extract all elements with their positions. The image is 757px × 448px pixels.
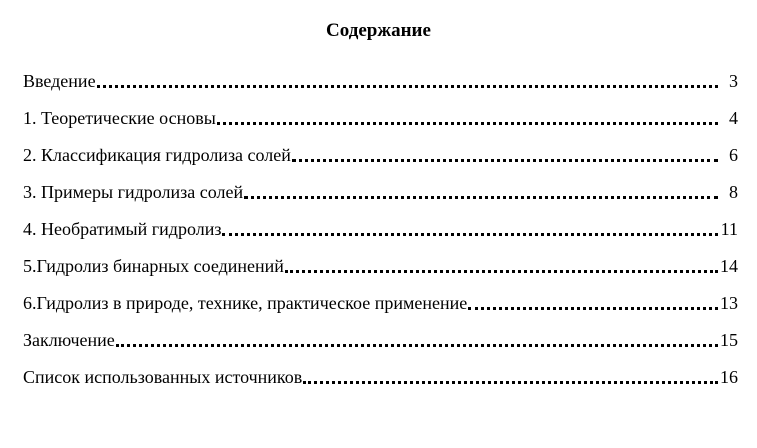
dot-leader <box>285 270 718 273</box>
dot-leader <box>244 196 718 199</box>
toc-page-number: 13 <box>720 293 738 313</box>
toc-page-number: 8 <box>729 182 738 202</box>
toc-entry-examples <box>23 167 738 204</box>
dot-leader <box>303 381 718 384</box>
dot-leader <box>222 233 718 236</box>
dot-leader <box>468 307 718 310</box>
toc-heading: Содержание <box>326 20 431 41</box>
toc-entry-theory <box>23 93 738 130</box>
dot-leader <box>217 122 718 125</box>
toc-page-number: 16 <box>720 367 738 387</box>
toc-entry-title: 1. Теоретические основы <box>23 108 216 128</box>
toc-entry-title: Введение <box>23 71 96 91</box>
dot-leader <box>116 344 718 347</box>
toc-page-number: 6 <box>729 145 738 165</box>
toc-page-number: 3 <box>729 71 738 91</box>
toc-entry-nature <box>23 278 738 315</box>
toc-entry-irreversible <box>23 204 738 241</box>
toc-entry-binary <box>23 241 738 278</box>
toc-entry-title: 3. Примеры гидролиза солей <box>23 182 244 202</box>
toc-entry-title: 4. Необратимый гидролиз <box>23 219 222 239</box>
toc-entry-title: 2. Классификация гидролиза солей <box>23 145 291 165</box>
toc-page-number: 14 <box>720 256 738 276</box>
dot-leader <box>97 85 718 88</box>
toc-page-number: 15 <box>720 330 738 350</box>
toc-entry-title: Заключение <box>23 330 115 350</box>
toc-page-number: 11 <box>720 219 738 239</box>
toc-entry-conclusion <box>23 315 738 352</box>
toc-entry-title: 5.Гидролиз бинарных соединений <box>23 256 284 276</box>
toc-entry-title: Список использованных источников <box>23 367 303 387</box>
toc-entry-introduction <box>23 56 738 93</box>
table-of-contents <box>23 56 738 389</box>
toc-entry-title: 6.Гидролиз в природе, технике, практическое применение <box>23 293 468 313</box>
toc-entry-references <box>23 352 738 389</box>
dot-leader <box>292 159 718 162</box>
toc-entry-classification <box>23 130 738 167</box>
toc-page-number: 4 <box>729 108 738 128</box>
